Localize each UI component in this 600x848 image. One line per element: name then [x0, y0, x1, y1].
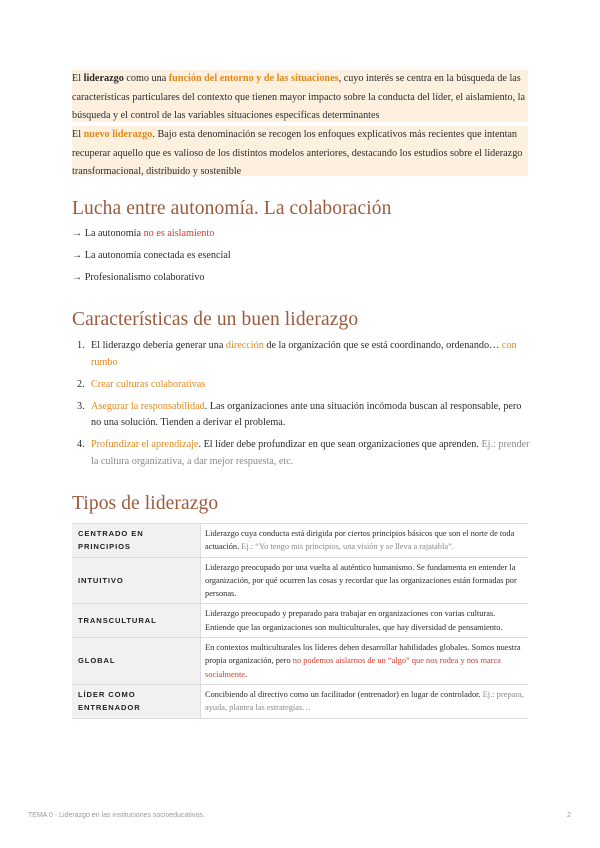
orange-highlight: Profundizar el aprendizaje — [91, 439, 199, 450]
text: El liderazgo debería generar una — [91, 340, 226, 351]
text: Concibiendo al directivo como un facilitador (entrenador) en lugar de controlador. — [205, 689, 483, 699]
text: . El líder debe profundizar en que sean organizaciones que aprenden. — [198, 439, 482, 450]
arrow-item — [72, 271, 204, 285]
gray-example: Ej.: prender la cultura organizativa, a dar mejor respuesta, etc. — [91, 439, 530, 467]
text: El — [72, 129, 84, 140]
row-key: CENTRADO EN PRINCIPIOS — [72, 524, 201, 558]
red-highlight: no podemos aislarnos de un “algo” que nos rodea y nos marca socialmente — [205, 656, 501, 679]
text: . — [245, 669, 248, 679]
intro-paragraph-2 — [72, 126, 528, 182]
text: . Las organizaciones ante una situación incómoda buscan al responsable, pero no una solución. Tienden a derivar el problema. — [91, 400, 522, 428]
list-item — [72, 437, 532, 470]
highlight-term: función del entorno y de las situaciones — [168, 73, 339, 84]
list-number: 2. — [77, 378, 85, 390]
list-number: 4. — [77, 439, 85, 450]
text: , cuyo interés se centra en la búsqueda de las características particulares del contexto que tienen mayor impacto sobre la conducta del líder, el aislamiento, la búsqueda y el control de las variables situaciones específicas determinantes — [72, 73, 526, 121]
row-description — [201, 638, 529, 685]
leadership-types-table — [72, 523, 528, 719]
list-item — [72, 377, 532, 394]
arrow-item — [72, 249, 231, 263]
text: . Bajo esta denominación se recogen los enfoques explicativos más recientes que intentan recuperar aquello que es valioso de los distintos modelos anteriores, destacando los estudios sobre el liderazgo transformacional, distribuido y sostenible — [72, 129, 523, 177]
list-item — [72, 399, 532, 432]
characteristics-list — [72, 338, 532, 476]
table-row — [72, 557, 528, 604]
text: Profesionalismo colaborativo — [82, 272, 205, 283]
row-description — [201, 604, 529, 638]
section-title-tipos: Tipos de liderazgo — [72, 493, 219, 514]
row-key: TRANSCULTURAL — [72, 604, 201, 638]
orange-highlight: Asegurar la responsabilidad — [91, 400, 205, 412]
text: Liderazgo cuya conducta está dirigida por ciertos principios básicos que son el norte de toda actuación. — [205, 529, 515, 552]
table-row — [72, 604, 528, 638]
highlight-term: nuevo liderazgo — [83, 129, 153, 140]
red-highlight: no es aislamiento — [143, 228, 215, 239]
intro-box-liderazgo-entorno — [72, 70, 528, 122]
page-number: 2 — [567, 812, 571, 819]
text: El — [72, 73, 84, 84]
list-number: 1. — [77, 340, 85, 351]
arrow-icon: → — [72, 228, 83, 239]
arrow-icon: → — [72, 272, 83, 283]
row-key: INTUITIVO — [72, 557, 201, 604]
table-row — [72, 524, 528, 558]
table-row — [72, 638, 528, 685]
intro-box-nuevo-liderazgo — [72, 126, 528, 176]
section-title-autonomia: Lucha entre autonomía. La colaboración — [72, 198, 392, 219]
table-row — [72, 684, 528, 718]
intro-paragraph-1 — [72, 70, 528, 126]
section-title-caracteristicas: Características de un buen liderazgo — [72, 309, 359, 330]
bold-term: liderazgo — [83, 73, 124, 84]
text: de la organización que se está coordinando, ordenando… — [263, 340, 502, 351]
text: como una — [123, 73, 169, 84]
list-number: 3. — [77, 400, 85, 412]
arrow-icon: → — [72, 250, 83, 261]
gray-example: Ej.: “Yo tengo mis principios, una visión y se lleva a rajatabla”. — [241, 542, 454, 552]
list-item — [72, 338, 532, 371]
text: Liderazgo preocupado por una vuelta al auténtico humanismo. Se fundamenta en entender la organización, por qué ocurren las cosas y recordar que las organizaciones están formadas por personas. — [205, 562, 517, 599]
orange-highlight: con rumbo — [91, 340, 517, 368]
text: La autonomía conectada es esencial — [82, 250, 231, 261]
arrow-item — [72, 227, 214, 241]
row-key: GLOBAL — [72, 638, 201, 685]
row-description — [201, 684, 529, 718]
footer-title: TEMA 0 - Liderazgo en las instituciones socioeducativas. — [28, 812, 205, 819]
row-description — [201, 524, 529, 558]
row-description — [201, 557, 529, 604]
row-key: LÍDER COMO ENTRENADOR — [72, 684, 201, 718]
text: Liderazgo preocupado y preparado para trabajar en organizaciones con varias culturas. Entiende que las organizaciones son multiculturales, que hay diversidad de pensamiento. — [205, 609, 503, 632]
orange-highlight: dirección — [225, 340, 264, 351]
gray-example: Ej.: prepara, ayuda, plantea las estrategias… — [205, 689, 524, 713]
text: La autonomía — [82, 228, 144, 239]
text: En contextos multiculturales los líderes deben desarrollar habilidades globales. Somos nuestra propia organización, pero — [205, 643, 521, 666]
orange-highlight: Crear culturas colaborativas — [91, 378, 206, 390]
